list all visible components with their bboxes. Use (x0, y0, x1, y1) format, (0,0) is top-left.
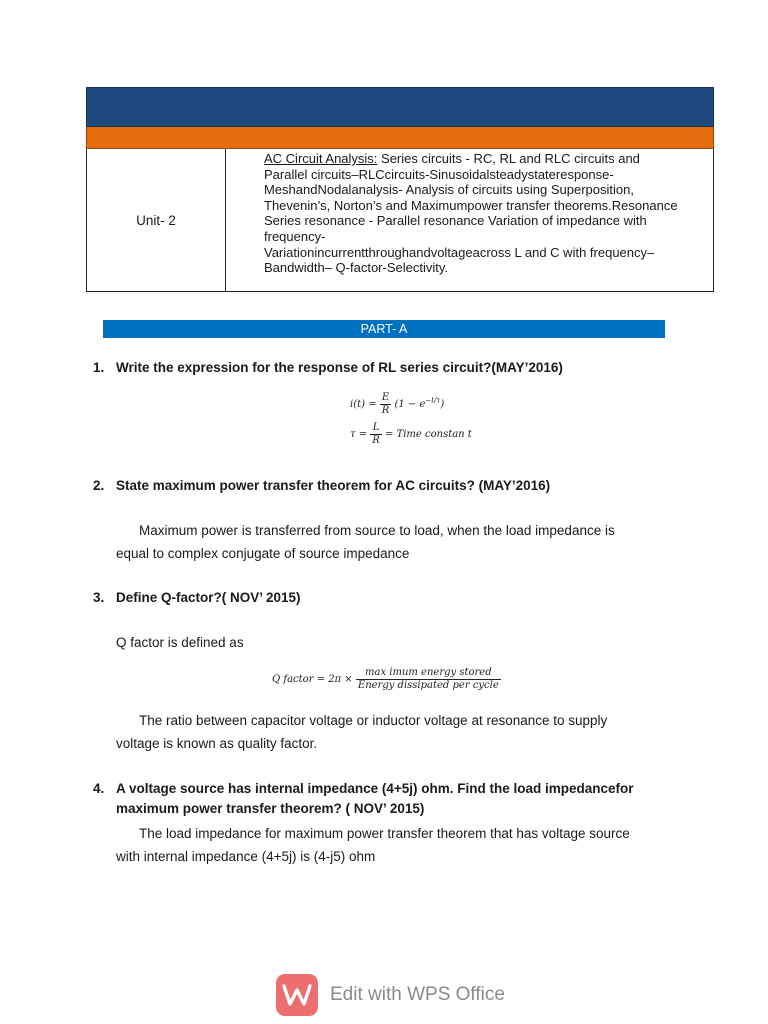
numerator: L (370, 422, 382, 435)
unit-row (86, 149, 714, 292)
fraction-l-over-r (370, 422, 382, 447)
question-text: State maximum power transfer theorem for AC circuits? (MAY’2016) (116, 478, 551, 493)
fraction-energy (356, 667, 501, 692)
question-number: 2. (93, 478, 105, 493)
syllabus-line: Series resonance - Parallel resonance Variation of impedance with (264, 213, 647, 229)
unit-label: Unit- 2 (87, 149, 226, 291)
question-text: Write the expression for the response of RL series circuit?(MAY’2016) (116, 360, 563, 375)
formula-close: ) (440, 399, 445, 410)
question-text: Define Q-factor?( NOV’ 2015) (116, 590, 301, 605)
question-number: 4. (93, 781, 105, 796)
formula-q-factor (272, 667, 501, 692)
unit-title: AC Circuit Analysis: (264, 151, 378, 166)
question-number: 1. (93, 360, 105, 375)
syllabus-line: Bandwidth– Q-factor-Selectivity. (264, 260, 448, 276)
answer-3-intro: Q factor is defined as (116, 635, 244, 650)
wps-watermark-text: Edit with WPS Office (330, 984, 505, 1005)
numerator: E (380, 392, 392, 405)
formula-rhs: = Time constan t (385, 429, 472, 440)
formula-lhs: τ = (350, 429, 368, 440)
question-1 (93, 358, 563, 378)
wps-watermark[interactable] (276, 974, 505, 1016)
question-text-cont: maximum power transfer theorem? ( NOV’ 2015) (116, 801, 425, 816)
fraction-e-over-r (380, 392, 392, 417)
syllabus-line: frequency- (264, 228, 326, 244)
denominator: R (381, 405, 390, 416)
answer-line: The load impedance for maximum power transfer theorem that has voltage source (139, 826, 630, 841)
answer-line: The ratio between capacitor voltage or inductor voltage at resonance to supply (139, 713, 608, 728)
wps-logo-icon (276, 974, 318, 1016)
part-a-heading: PART- A (103, 320, 665, 338)
formula-lhs: Q factor = 2π × (272, 674, 353, 685)
question-text: A voltage source has internal impedance (4+5j) ohm. Find the load impedancefor (116, 781, 634, 796)
answer-2 (116, 519, 676, 565)
question-4 (93, 779, 678, 819)
formula-lhs: i(t) = (350, 399, 377, 410)
unit-table (86, 87, 714, 292)
syllabus-line: Variationincurrentthroughandvoltageacross L and C with frequency– (264, 244, 655, 260)
table-header-orange (86, 127, 714, 149)
answer-line: voltage is known as quality factor. (116, 736, 318, 751)
question-3 (93, 588, 301, 608)
table-header-blue (86, 87, 714, 127)
answer-line: with internal impedance (4+5j) is (4-j5) ohm (116, 849, 376, 864)
answer-line: equal to complex conjugate of source impedance (116, 546, 410, 561)
formula-rl-response (350, 392, 444, 417)
numerator: max imum energy stored (356, 667, 501, 680)
question-2 (93, 476, 550, 496)
formula-time-constant (350, 422, 472, 447)
unit-syllabus (226, 149, 713, 291)
question-number: 3. (93, 590, 105, 605)
exponent: −t/τ (425, 396, 441, 405)
answer-3 (116, 709, 676, 755)
formula-paren: (1 − e (394, 399, 426, 410)
denominator: Energy dissipated per cycle (357, 680, 499, 691)
answer-4 (116, 822, 676, 868)
syllabus-line: Thevenin’s, Norton’s and Maximumpower transfer theorems.Resonance (264, 197, 678, 213)
answer-line: Maximum power is transferred from source to load, when the load impedance is (139, 523, 615, 538)
syllabus-line: MeshandNodalanalysis- Analysis of circuits using Superposition, (264, 182, 634, 198)
syllabus-line: Series circuits - RC, RL and RLC circuits and (377, 151, 640, 166)
denominator: R (372, 435, 380, 446)
syllabus-line: Parallel circuits–RLCcircuits-Sinusoidalsteadystateresponse- (264, 166, 614, 182)
